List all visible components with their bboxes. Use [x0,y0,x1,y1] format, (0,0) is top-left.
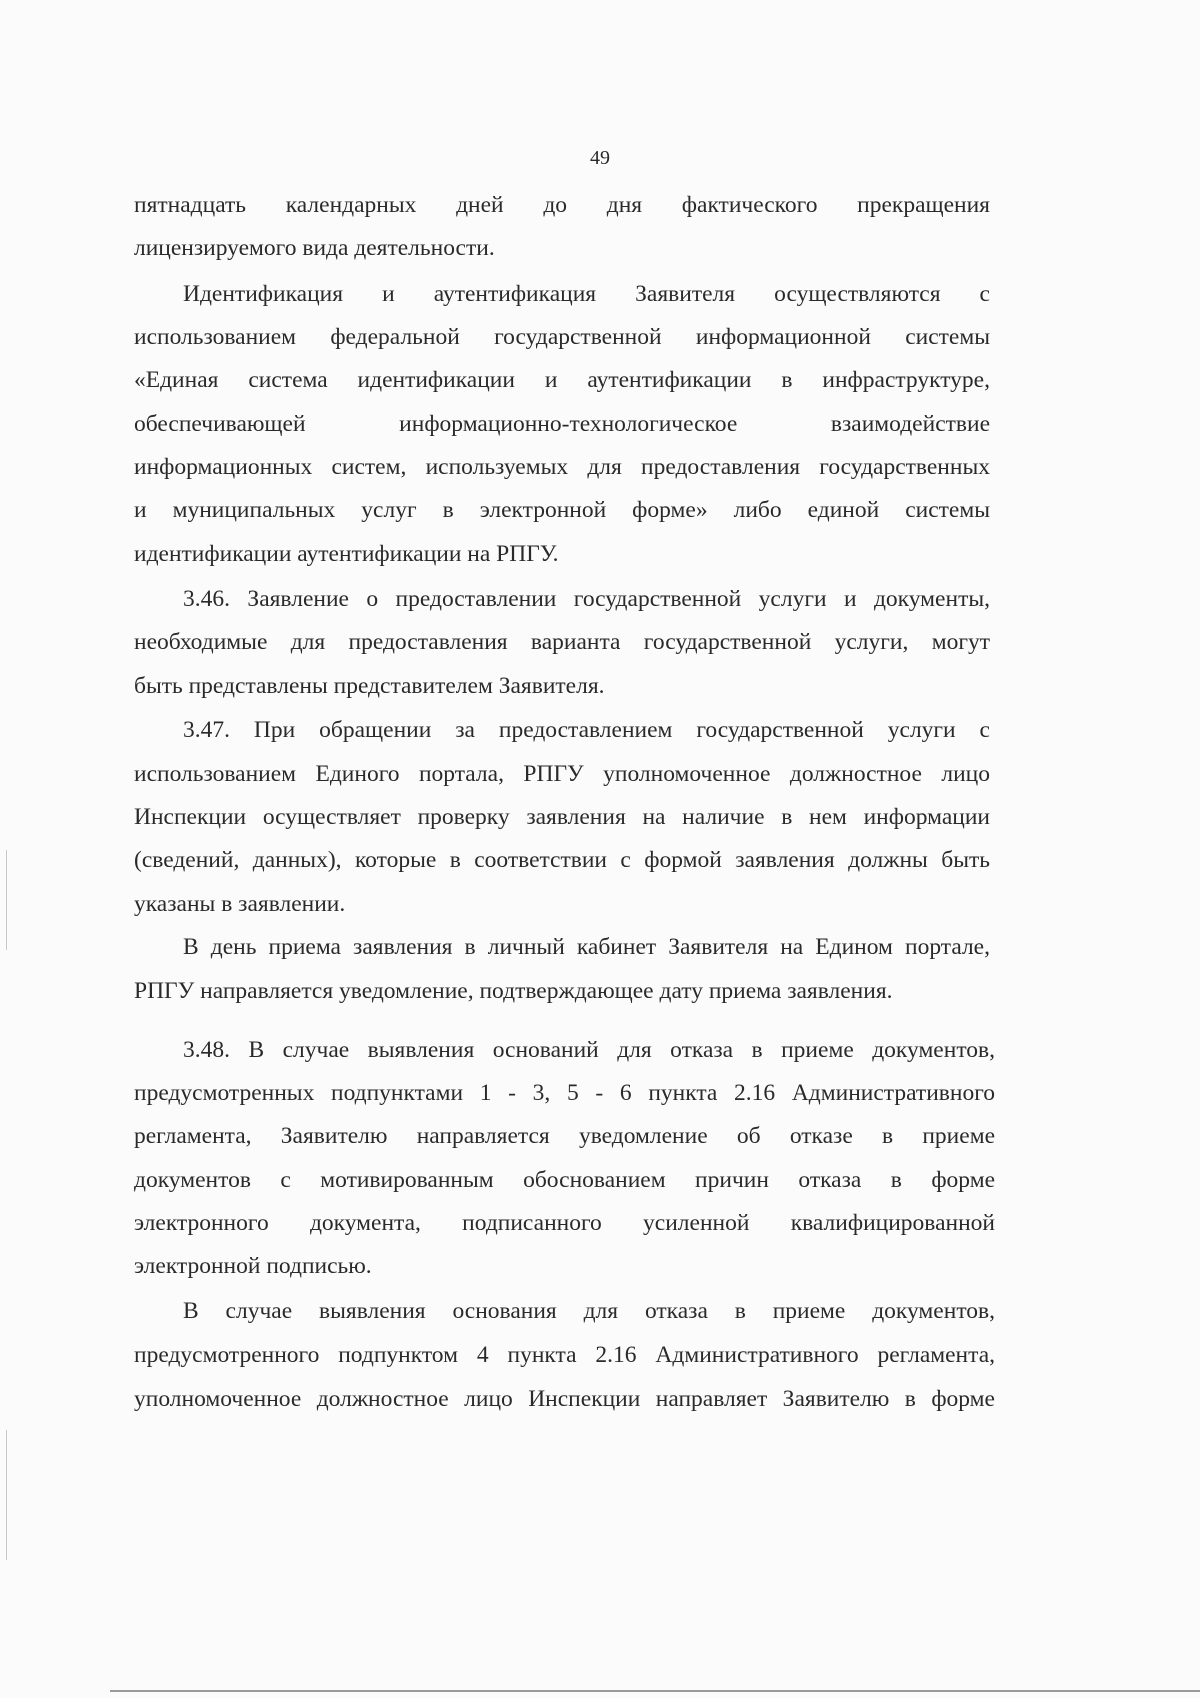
text-line: регламента, Заявителю направляется уведомление об отказе в приеме [134,1123,995,1149]
scan-edge-left-lower [6,1430,7,1560]
text-line: информационных систем, используемых для предоставления государственных [134,454,990,480]
text-line: быть представлены представителем Заявителя. [134,673,605,699]
text-line: предусмотренных подпунктами 1 - 3, 5 - 6 пункта 2.16 Административного [134,1080,995,1106]
text-line: необходимые для предоставления варианта государственной услуги, могут [134,629,990,655]
text-line: пятнадцать календарных дней до дня фактического прекращения [134,192,990,218]
text-line: документов с мотивированным обоснованием причин отказа в форме [134,1167,995,1193]
text-line: Инспекции осуществляет проверку заявления на наличие в нем информации [134,804,990,830]
page-number: 49 [590,147,610,169]
text-line: использованием федеральной государственной информационной системы [134,324,990,350]
text-line: «Единая система идентификации и аутентификации в инфраструктуре, [134,367,990,393]
text-line: 3.47. При обращении за предоставлением государственной услуги с [183,717,990,743]
text-line: уполномоченное должностное лицо Инспекции направляет Заявителю в форме [134,1386,995,1412]
text-line: использованием Единого портала, РПГУ уполномоченное должностное лицо [134,761,990,787]
text-line: В случае выявления основания для отказа в приеме документов, [183,1298,995,1324]
scan-edge-bottom [110,1690,1200,1692]
text-line: 3.48. В случае выявления оснований для отказа в приеме документов, [183,1037,995,1063]
text-line: В день приема заявления в личный кабинет Заявителя на Едином портале, [183,934,990,960]
text-line: идентификации аутентификации на РПГУ. [134,541,559,567]
text-line: электронного документа, подписанного усиленной квалифицированной [134,1210,995,1236]
scan-edge-left-upper [6,850,7,950]
text-line: РПГУ направляется уведомление, подтверждающее дату приема заявления. [134,978,893,1004]
text-line: лицензируемого вида деятельности. [134,235,495,261]
text-line: Идентификация и аутентификация Заявителя осуществляются с [183,281,990,307]
text-line: 3.46. Заявление о предоставлении государственной услуги и документы, [183,586,990,612]
text-line: и муниципальных услуг в электронной форме» либо единой системы [134,497,990,523]
text-line: предусмотренного подпунктом 4 пункта 2.16 Административного регламента, [134,1342,995,1368]
text-line: электронной подписью. [134,1253,372,1279]
text-line: указаны в заявлении. [134,891,346,917]
text-line: (сведений, данных), которые в соответствии с формой заявления должны быть [134,847,990,873]
text-line: обеспечивающей информационно-технологическое взаимодействие [134,411,990,437]
